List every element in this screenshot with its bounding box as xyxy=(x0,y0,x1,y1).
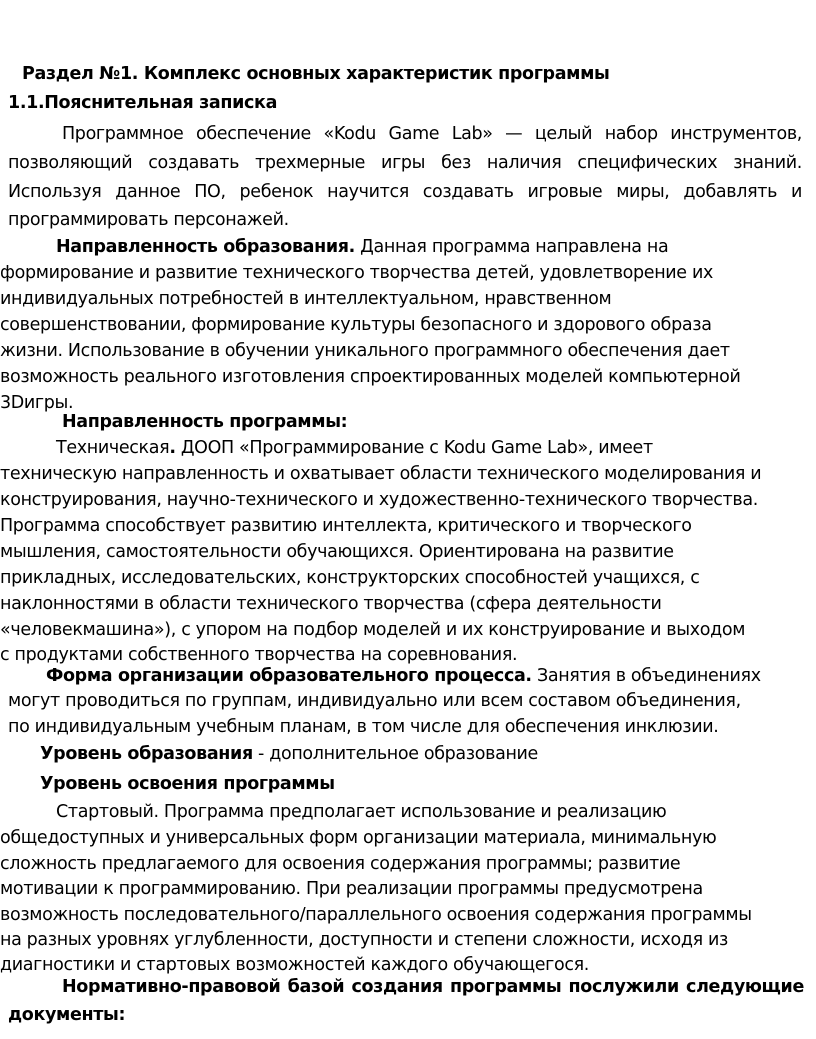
program-focus-line-9: с продуктами собственного творчества на соревнования. xyxy=(0,645,518,665)
education-focus-line-7: 3Dигры. xyxy=(0,393,74,413)
organization-form-line-3: по индивидуальным учебным планам, в том числе для обеспечения инклюзии. xyxy=(8,717,719,737)
education-focus-line-3: индивидуальных потребностей в интеллектуальном, нравственном xyxy=(0,289,612,309)
education-focus-line-4: совершенствовании, формирование культуры безопасного и здорового образа xyxy=(0,315,712,335)
section-title: Раздел №1. Комплекс основных характеристик программы xyxy=(22,64,610,84)
organization-form-heading: Форма организации образовательного процесса. xyxy=(46,666,532,686)
mastery-level-line-4: мотивации к программированию. При реализации программы предусмотрена xyxy=(0,879,703,899)
organization-form-line-2: могут проводиться по группам, индивидуально или всем составом объединения, xyxy=(8,691,741,711)
program-focus-line-3: конструирования, научно-технического и художественно-технического творчества. xyxy=(0,490,758,510)
program-focus-line-1: Техническая. ДООП «Программирование с Kodu Game Lab», имеет xyxy=(56,438,653,458)
mastery-level-line-5: возможность последовательного/параллельного освоения содержания программы xyxy=(0,905,752,925)
mastery-level-heading: Уровень освоения программы xyxy=(40,774,335,794)
program-focus-line-6: прикладных, исследовательских, конструкторских способностей учащихся, с xyxy=(0,568,700,588)
education-focus-line-5: жизни. Использование в обучении уникального программного обеспечения дает xyxy=(0,341,730,361)
intro-line-3: Используя данное ПО, ребенок научится создавать игровые миры, добавлять и xyxy=(8,182,802,202)
mastery-level-line-7: диагностики и стартовых возможностей каждого обучающегося. xyxy=(0,955,589,975)
education-focus-heading: Направленность образования. xyxy=(56,237,355,257)
legal-basis-line-1: Нормативно-правовой базой создания программы послужили следующие xyxy=(62,977,804,997)
program-focus-line-8: «человекмашина»), с упором на подбор моделей и их конструирование и выходом xyxy=(0,620,746,640)
education-level-heading: Уровень образования xyxy=(40,744,253,764)
legal-basis-line-2: документы: xyxy=(8,1005,126,1025)
education-focus-line-6: возможность реального изготовления спроектированных моделей компьютерной xyxy=(0,367,741,387)
education-focus-line-1: Направленность образования. Данная программа направлена на xyxy=(56,237,669,257)
intro-line-1: Программное обеспечение «Kodu Game Lab» — целый набор инструментов, xyxy=(62,124,802,144)
mastery-level-line-1: Стартовый. Программа предполагает использование и реализацию xyxy=(56,802,667,822)
mastery-level-line-6: на разных уровнях углубленности, доступности и степени сложности, исходя из xyxy=(0,930,729,950)
program-focus-line-4: Программа способствует развитию интеллекта, критического и творческого xyxy=(0,516,692,536)
program-focus-line-5: мышления, самостоятельности обучающихся. Ориентирована на развитие xyxy=(0,542,674,562)
program-focus-line-2: техническую направленность и охватывает области технического моделирования и xyxy=(0,464,762,484)
program-focus-line-7: наклонностями в области технического творчества (сфера деятельности xyxy=(0,594,662,614)
education-level-line: Уровень образования - дополнительное образование xyxy=(40,744,538,764)
mastery-level-line-3: сложность предлагаемого для освоения содержания программы; развитие xyxy=(0,854,681,874)
mastery-level-line-2: общедоступных и универсальных форм организации материала, минимальную xyxy=(0,828,717,848)
intro-line-2: позволяющий создавать трехмерные игры без наличия специфических знаний. xyxy=(8,153,802,173)
education-focus-line-2: формирование и развитие технического творчества детей, удовлетворение их xyxy=(0,263,713,283)
subsection-title: 1.1.Пояснительная записка xyxy=(8,93,278,113)
organization-form-line-1: Форма организации образовательного процесса. Занятия в объединениях xyxy=(46,666,761,686)
program-focus-heading: Направленность программы: xyxy=(62,412,348,432)
intro-line-4: программировать персонажей. xyxy=(8,210,289,230)
